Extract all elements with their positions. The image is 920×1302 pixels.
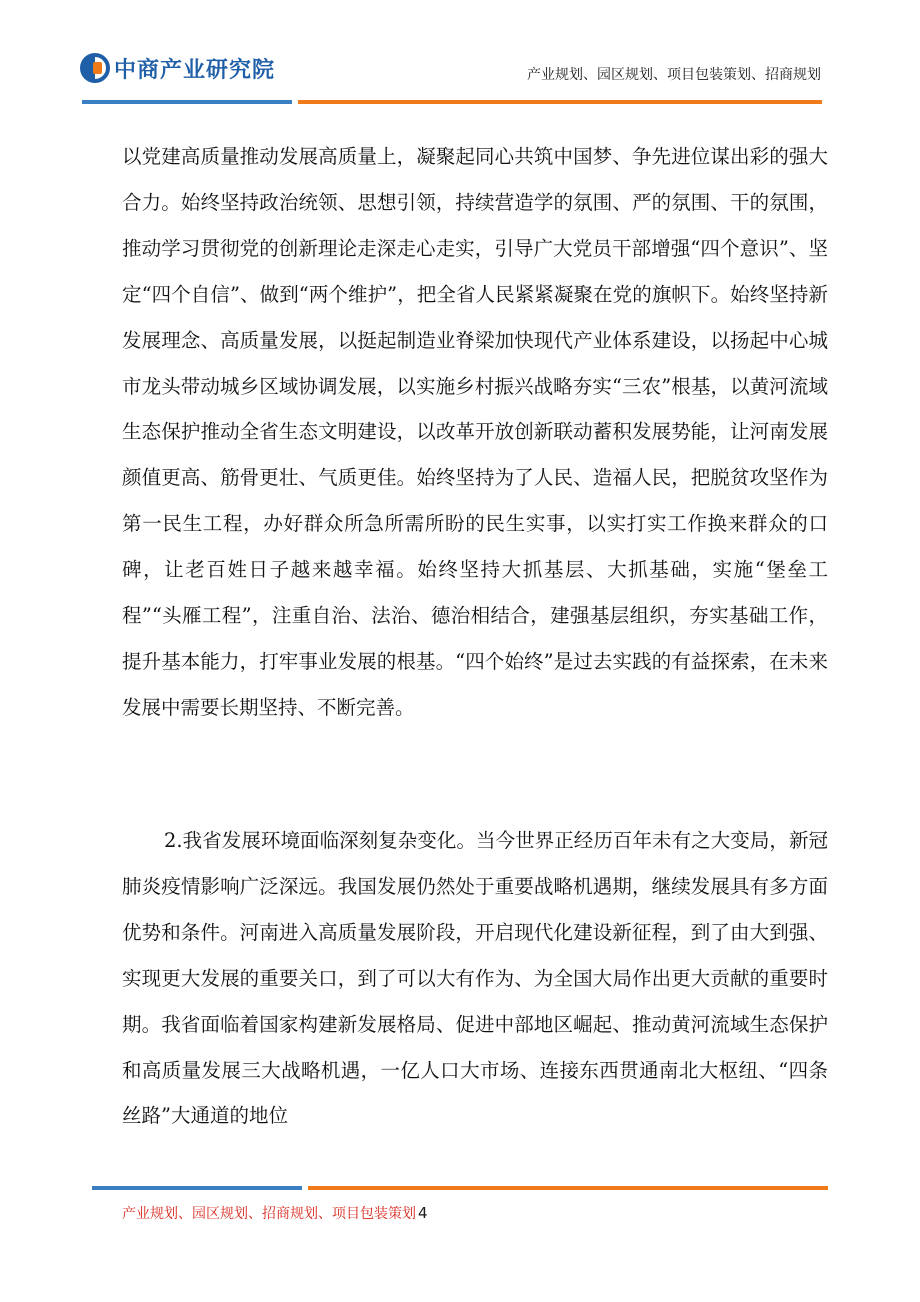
body-paragraph-2: 2.我省发展环境面临深刻复杂变化。当今世界正经历百年未有之大变局，新冠肺炎疫情影响广泛深远。我国发展仍然处于重要战略机遇期，继续发展具有多方面优势和条件。河南进入高质量发展阶段，开启现代化建设新征程，到了由大到强、实现更大发展的重要关口，到了可以大有作为、为全国大局作出更大贡献的重要时期。我省面临着国家构建新发展格局、促进中部地区崛起、推动黄河流域生态保护和高质量发展三大战略机遇，一亿人口大市场、连接东西贯通南北大枢纽、“四条丝路”大通道的地位	[122, 829, 828, 1128]
header-tagline: 产业规划、园区规划、项目包装策划、招商规划	[527, 67, 821, 83]
header-logo	[80, 50, 275, 86]
header-rule-orange	[298, 100, 822, 104]
header-rule-blue	[82, 100, 292, 104]
footer-rule-blue	[92, 1186, 302, 1190]
company-logo-icon	[80, 53, 110, 83]
page-number: 4	[418, 1204, 428, 1222]
logo-text: 中商产业研究院	[114, 57, 276, 83]
footer	[122, 1203, 428, 1223]
body-paragraph-1: 以党建高质量推动发展高质量上，凝聚起同心共筑中国梦、争先进位谋出彩的强大合力。始终坚持政治统领、思想引领，持续营造学的氛围、严的氛围、干的氛围，推动学习贯彻党的创新理论走深走心走实，引导广大党员干部增强“四个意识”、坚定“四个自信”、做到“两个维护”，把全省人民紧紧凝聚在党的旗帜下。始终坚持新发展理念、高质量发展，以挺起制造业脊梁加快现代产业体系建设，以扬起中心城市龙头带动城乡区域协调发展，以实施乡村振兴战略夯实“三农”根基，以黄河流域生态保护推动全省生态文明建设，以改革开放创新联动蓄积发展势能，让河南发展颜值更高、筋骨更壮、气质更佳。始终坚持为了人民、造福人民，把脱贫攻坚作为第一民生工程，办好群众所急所需所盼的民生实事，以实打实工作换来群众的口碑，让老百姓日子越来越幸福。始终坚持大抓基层、大抓基础，实施“堡垒工程”“头雁工程”，注重自治、法治、德治相结合，建强基层组织，夯实基础工作，提升基本能力，打牢事业发展的根基。“四个始终”是过去实践的有益探索，在未来发展中需要长期坚持、不断完善。	[122, 145, 828, 719]
footer-rule-orange	[308, 1186, 828, 1190]
footer-text: 产业规划、园区规划、招商规划、项目包装策划	[122, 1206, 416, 1222]
